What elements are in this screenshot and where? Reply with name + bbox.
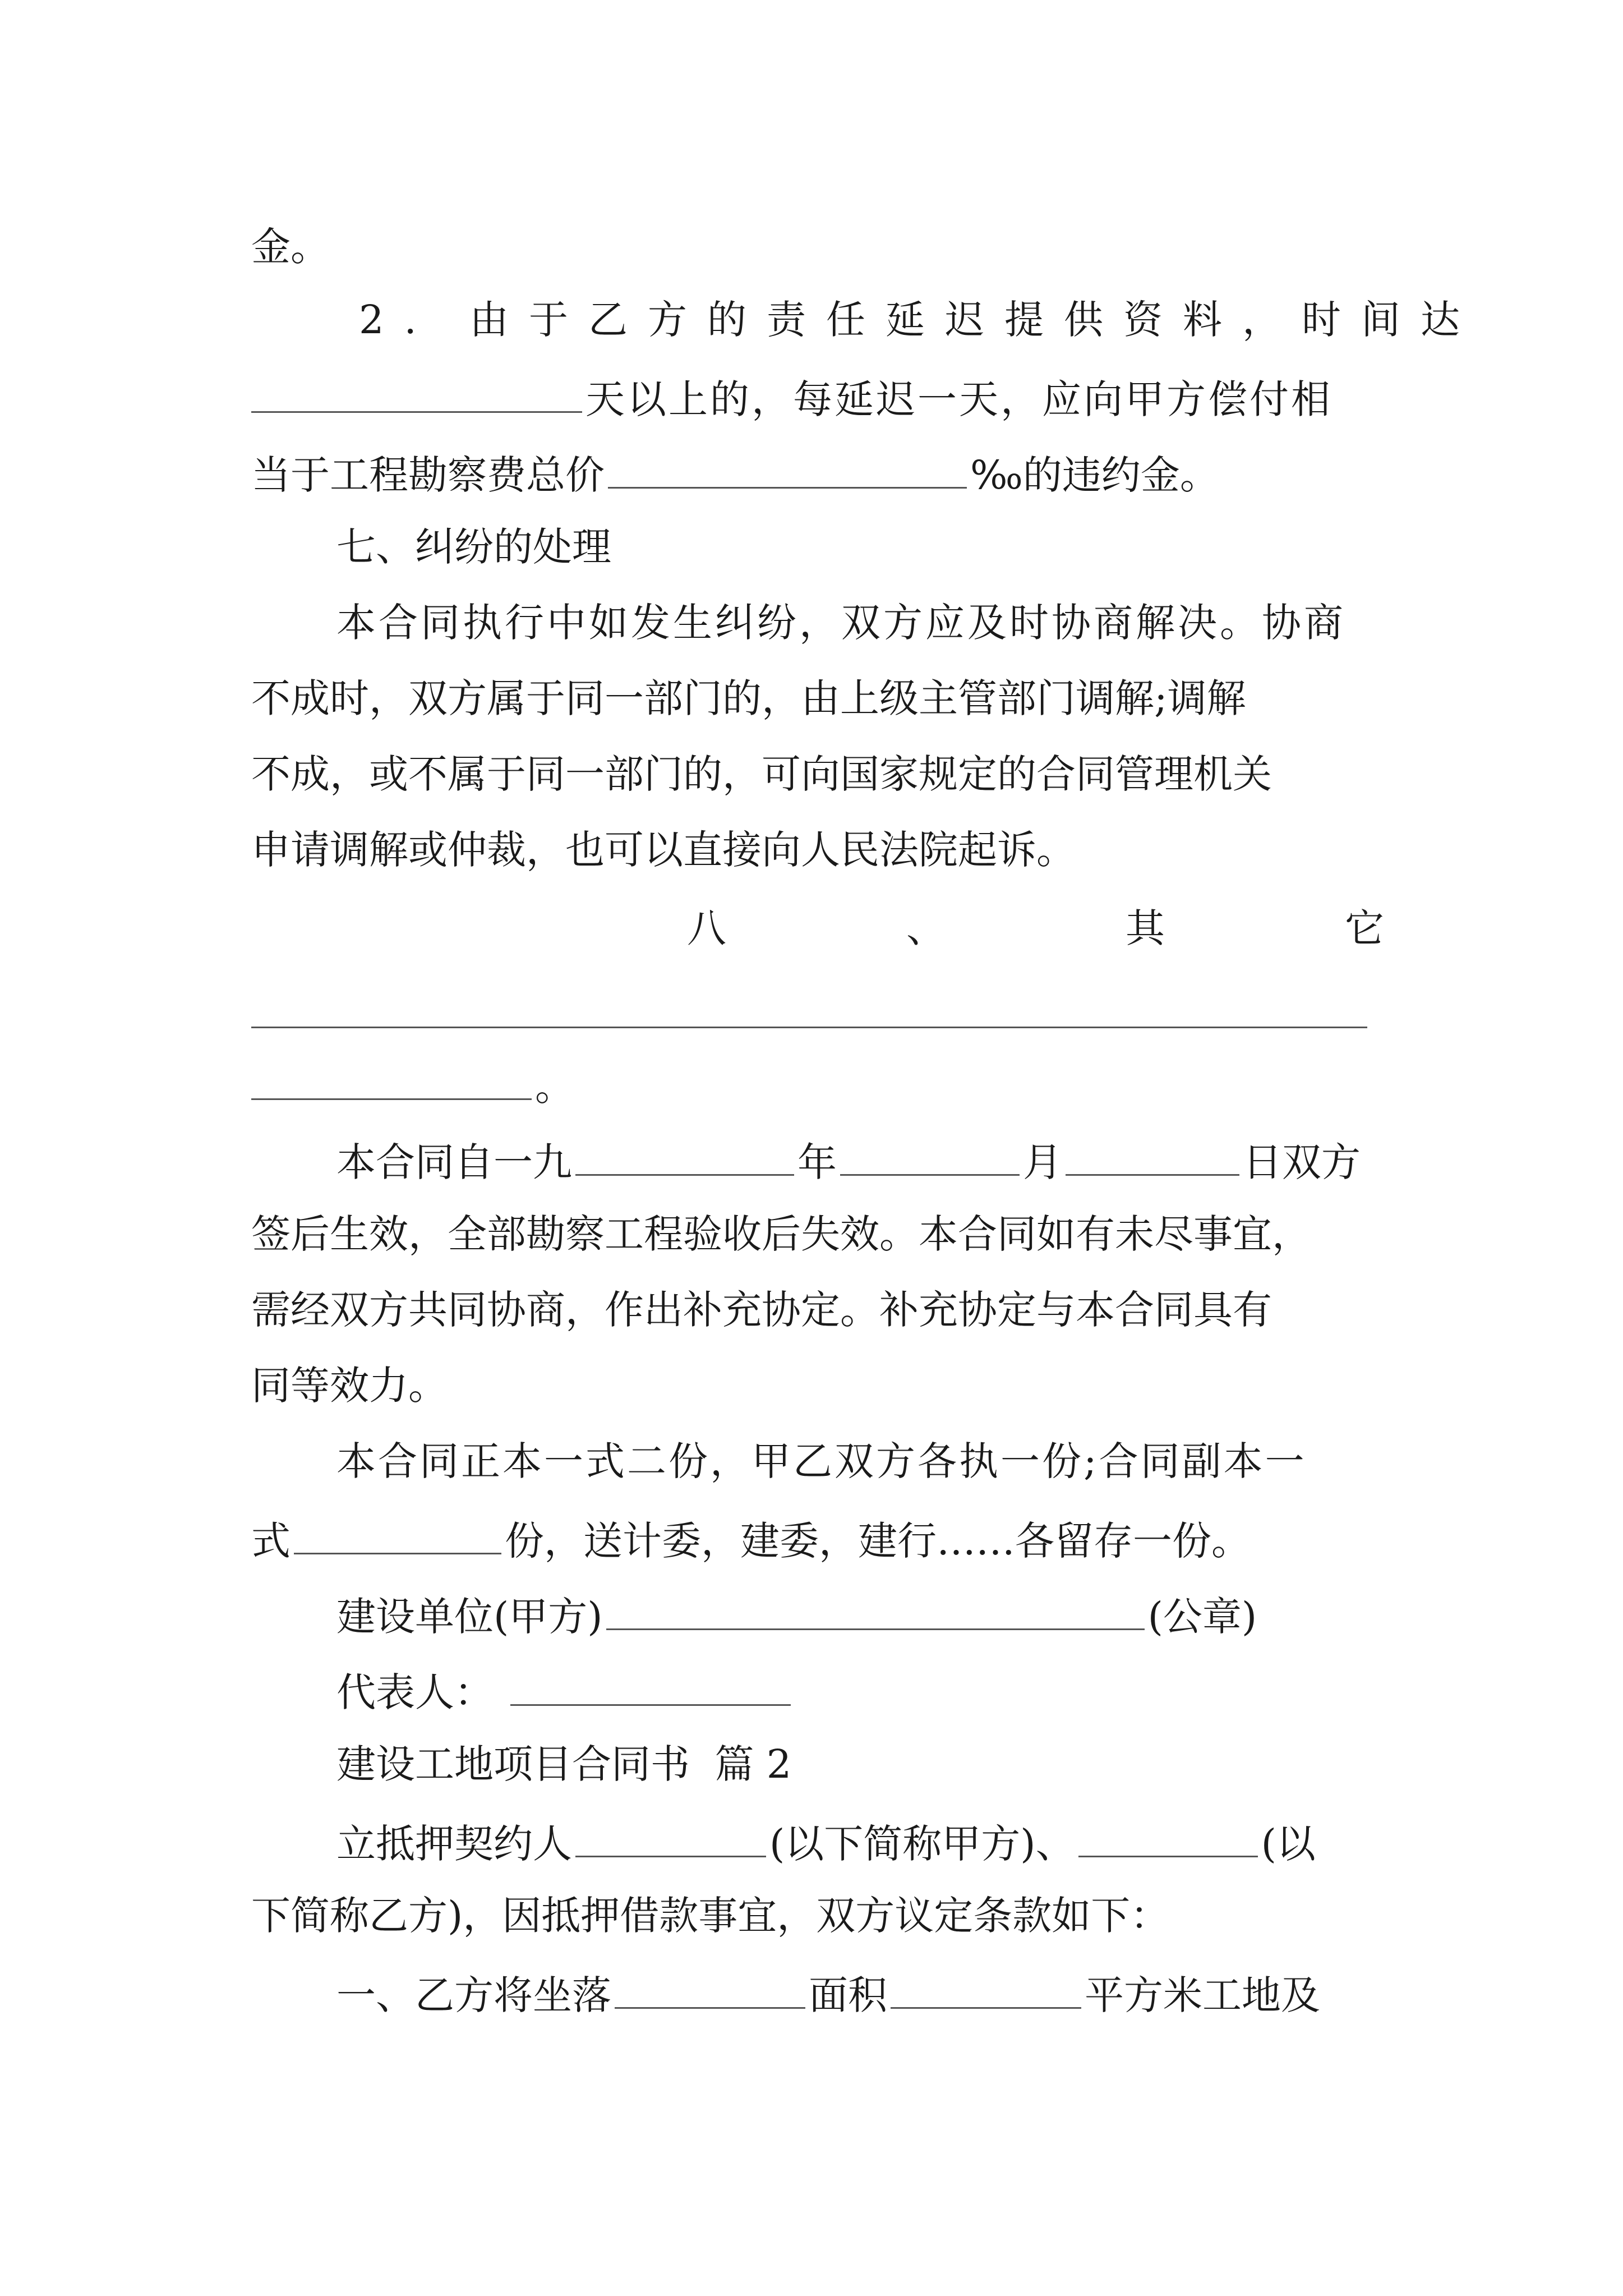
text: 建设工地项目合同书 篇 2 xyxy=(336,1741,792,1787)
text: 。 xyxy=(535,1064,574,1110)
fill-blank-other-1[interactable] xyxy=(251,987,1367,1028)
fill-blank-copies[interactable] xyxy=(294,1509,501,1554)
signature-representative xyxy=(336,1660,1384,1717)
text: 本合同执行中如发生纠纷，双方应及时协商解决。协商 xyxy=(336,600,1346,646)
text: 八 xyxy=(687,905,726,951)
text: 不成时，双方属于同一部门的，由上级主管部门调解;调解 xyxy=(251,675,1246,721)
text: 金。 xyxy=(251,224,330,270)
text: 建设单位(甲方) xyxy=(336,1594,603,1640)
fill-blank-other-2[interactable] xyxy=(251,1055,532,1100)
text: 一、乙方将坐落 xyxy=(336,1972,611,2018)
text: (以下简称甲方)、 xyxy=(769,1821,1075,1867)
text: 签后生效，全部勘察工程验收后失效。本合同如有未尽事宜， xyxy=(251,1211,1311,1257)
fill-blank-party-a[interactable] xyxy=(606,1585,1145,1630)
text: (以 xyxy=(1261,1821,1316,1867)
paragraph-line xyxy=(336,595,1384,651)
clause-2-line-3 xyxy=(251,443,1384,499)
clause-2-line-2 xyxy=(251,367,1384,424)
paragraph-line xyxy=(251,670,1384,726)
text: 平方米工地及 xyxy=(1085,1972,1320,2018)
text: 申请调解或仲裁，也可以直接向人民法院起诉。 xyxy=(251,827,1076,873)
text: 月 xyxy=(1023,1139,1062,1185)
effective-date-line xyxy=(336,1130,1384,1186)
copies-line-2 xyxy=(251,1509,1384,1565)
text: 面积 xyxy=(809,1972,887,2018)
paragraph-line xyxy=(251,1358,1384,1414)
fill-blank-rate[interactable] xyxy=(608,443,967,489)
text: 、 xyxy=(906,905,946,951)
text: 式 xyxy=(251,1518,291,1564)
fill-blank-area[interactable] xyxy=(891,1963,1081,2009)
text: (公章) xyxy=(1147,1594,1257,1640)
paragraph-line xyxy=(251,1206,1384,1262)
text: 2. 由于乙方的责任延迟提供资料，时间达 xyxy=(359,297,1481,343)
signature-party-a xyxy=(336,1585,1384,1641)
text: 年 xyxy=(797,1139,837,1185)
fill-blank-year[interactable] xyxy=(575,1130,794,1176)
fill-blank-days[interactable] xyxy=(251,367,582,413)
fill-blank-party-a-name[interactable] xyxy=(575,1812,766,1857)
paragraph-line xyxy=(251,822,1384,878)
text: 当于工程勘察费总价 xyxy=(251,452,605,498)
text: 七、纠纷的处理 xyxy=(336,524,611,570)
section-heading-8 xyxy=(687,900,1384,956)
fill-blank-party-b-name[interactable] xyxy=(1078,1812,1258,1857)
fill-blank-day[interactable] xyxy=(1066,1130,1239,1176)
text: 本合同正本一式二份，甲乙双方各执一份;合同副本一 xyxy=(336,1438,1307,1484)
text: 同等效力。 xyxy=(251,1363,448,1409)
text: 天以上的，每延迟一天，应向甲方偿付相 xyxy=(585,376,1332,422)
text: 其 xyxy=(1126,905,1165,951)
text: 立抵押契约人 xyxy=(336,1821,572,1867)
fill-blank-month[interactable] xyxy=(840,1130,1020,1176)
section-title-part-2 xyxy=(336,1736,1384,1792)
text: 本合同自一九 xyxy=(336,1139,572,1185)
fill-blank-representative[interactable] xyxy=(510,1660,791,1706)
mortgage-clause-1 xyxy=(336,1963,1384,2019)
text: ‰的违约金。 xyxy=(970,452,1219,498)
text: 不成，或不属于同一部门的，可向国家规定的合同管理机关 xyxy=(251,751,1272,797)
text: 需经双方共同协商，作出补充协定。补充协定与本合同具有 xyxy=(251,1287,1272,1333)
text: 它 xyxy=(1345,905,1384,951)
fill-blank-location[interactable] xyxy=(615,1963,805,2009)
paragraph-line xyxy=(251,1888,1384,1944)
text: 份，送计委，建委，建行……各留存一份。 xyxy=(505,1518,1251,1564)
copies-line xyxy=(336,1433,1384,1489)
text: 下简称乙方)，因抵押借款事宜，双方议定条款如下： xyxy=(251,1893,1170,1939)
paragraph-line xyxy=(251,1282,1384,1338)
clause-2-line-1 xyxy=(359,292,1481,348)
mortgage-line-1 xyxy=(336,1812,1384,1868)
text: 代表人： xyxy=(336,1669,494,1715)
text-line xyxy=(251,219,1384,275)
section-heading-7 xyxy=(336,519,1384,575)
fill-blank-other-2-line xyxy=(251,1055,1384,1111)
paragraph-line xyxy=(251,746,1384,802)
text: 日双方 xyxy=(1243,1139,1361,1185)
